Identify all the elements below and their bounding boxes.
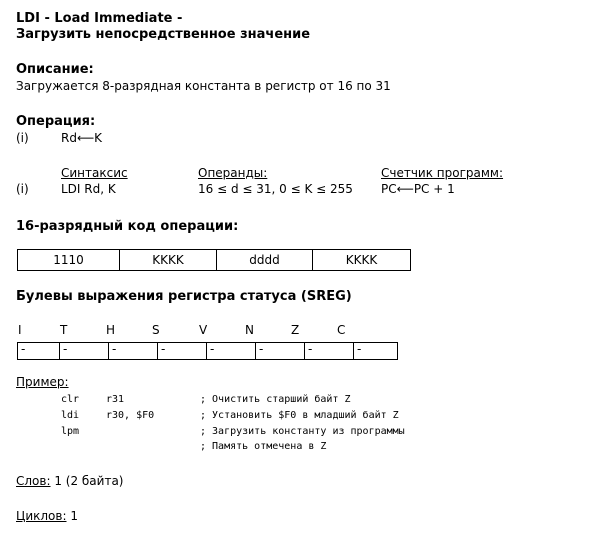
sreg-value: -: [18, 343, 60, 360]
sreg-value: -: [109, 343, 158, 360]
sreg-flag: V: [199, 323, 208, 337]
sreg-flag: H: [106, 323, 116, 337]
syntax-marker: (i): [16, 182, 29, 196]
sreg-flag: N: [245, 323, 254, 337]
opcode-cell: KKKK: [120, 250, 217, 271]
title-line-1: LDI - Load Immediate -: [16, 11, 183, 26]
words-row: [16, 474, 124, 488]
operation-heading: Операция:: [16, 114, 96, 129]
sreg-value: -: [305, 343, 354, 360]
counter-column-header: Счетчик программ:: [381, 166, 504, 180]
cycles-row: [16, 509, 78, 523]
example-op: ldi: [61, 410, 80, 421]
description-text: Загружается 8-разрядная константа в регистр от 16 по 31: [16, 79, 391, 93]
example-comment: ; Установить $F0 в младший байт Z: [200, 410, 399, 421]
opcode-cell: dddd: [217, 250, 313, 271]
words-label: Слов:: [16, 474, 51, 488]
description-heading: Описание:: [16, 62, 94, 77]
example-args: r31: [106, 394, 125, 405]
words-value: 1 (2 байта): [50, 474, 124, 488]
example-heading: Пример:: [16, 375, 69, 389]
operands-value: 16 ≤ d ≤ 31, 0 ≤ K ≤ 255: [198, 182, 353, 196]
sreg-flag: I: [18, 323, 22, 337]
sreg-flag: S: [152, 323, 160, 337]
sreg-value: -: [354, 343, 398, 360]
syntax-column-header: Синтаксис: [61, 166, 128, 180]
sreg-flag: Z: [291, 323, 300, 337]
sreg-value: -: [158, 343, 207, 360]
operation-formula: Rd⟵K: [61, 131, 103, 145]
syntax-value: LDI Rd, K: [61, 182, 116, 196]
sreg-values-table: [17, 342, 398, 360]
sreg-heading: Булевы выражения регистра статуса (SREG): [16, 289, 352, 304]
opcode-heading: 16-разрядный код операции:: [16, 219, 239, 234]
example-op: lpm: [61, 426, 80, 437]
title-line-2: Загрузить непосредственное значение: [16, 27, 311, 42]
cycles-value: 1: [66, 509, 78, 523]
example-comment: ; Очистить старший байт Z: [200, 394, 351, 405]
opcode-cell: 1110: [18, 250, 120, 271]
example-op: clr: [61, 394, 80, 405]
opcode-cell: KKKK: [313, 250, 411, 271]
operation-marker: (i): [16, 131, 29, 145]
example-comment: ; Память отмечена в Z: [200, 441, 327, 452]
sreg-flag: T: [60, 323, 68, 337]
cycles-label: Циклов:: [16, 509, 67, 523]
opcode-table: [17, 249, 411, 271]
counter-value: PC⟵PC + 1: [381, 182, 455, 196]
operands-column-header: Операнды:: [198, 166, 268, 180]
example-comment: ; Загрузить константу из программы: [200, 426, 405, 437]
sreg-value: -: [60, 343, 109, 360]
sreg-value: -: [207, 343, 256, 360]
sreg-flag: C: [337, 323, 346, 337]
example-args: r30, $F0: [106, 410, 155, 421]
sreg-value: -: [256, 343, 305, 360]
